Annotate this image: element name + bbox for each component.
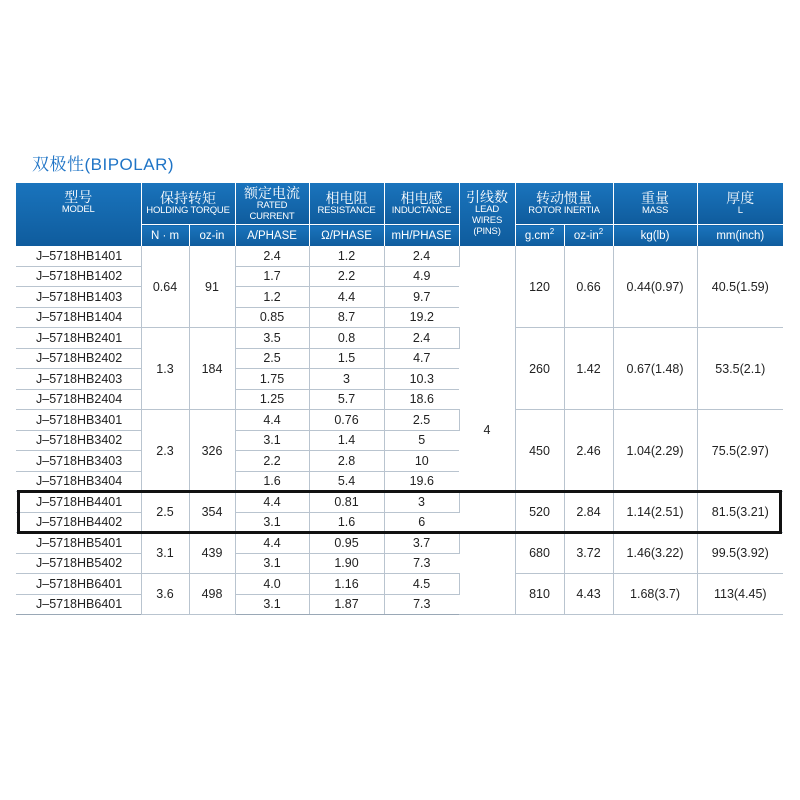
inertia-oz-cell: 4.43 bbox=[564, 574, 613, 615]
header-lead-wires: 引线数 LEAD WIRES (PINS) bbox=[459, 183, 515, 246]
model-cell: J–5718HB2402 bbox=[16, 348, 141, 369]
spec-table-body bbox=[16, 246, 783, 615]
table-row bbox=[16, 533, 783, 554]
resistance-cell: 1.4 bbox=[309, 430, 384, 451]
length-cell: 99.5(3.92) bbox=[697, 533, 783, 574]
length-cell: 81.5(3.21) bbox=[697, 492, 783, 533]
lead-wires-cell: 4 bbox=[459, 246, 515, 615]
resistance-cell: 0.8 bbox=[309, 328, 384, 349]
resistance-cell: 2.2 bbox=[309, 266, 384, 287]
resistance-cell: 2.8 bbox=[309, 451, 384, 472]
inertia-oz-cell: 0.66 bbox=[564, 246, 613, 328]
inductance-cell: 4.7 bbox=[384, 348, 459, 369]
torque-nm-cell: 0.64 bbox=[141, 246, 189, 328]
torque-ozin-cell: 184 bbox=[189, 328, 235, 410]
current-cell: 3.1 bbox=[235, 594, 309, 615]
inductance-cell: 2.4 bbox=[384, 328, 459, 349]
model-cell: J–5718HB2403 bbox=[16, 369, 141, 390]
inductance-cell: 10 bbox=[384, 451, 459, 472]
inertia-g-cell: 260 bbox=[515, 328, 564, 410]
unit-mass: kg(lb) bbox=[613, 225, 697, 247]
current-cell: 3.1 bbox=[235, 553, 309, 574]
current-cell: 3.1 bbox=[235, 512, 309, 533]
header-mass: 重量 MASS bbox=[613, 183, 697, 225]
current-cell: 4.0 bbox=[235, 574, 309, 595]
mass-cell: 0.67(1.48) bbox=[613, 328, 697, 410]
inductance-cell: 10.3 bbox=[384, 369, 459, 390]
inertia-oz-cell: 2.46 bbox=[564, 410, 613, 492]
header-inertia: 转动惯量 ROTOR INERTIA bbox=[515, 183, 613, 225]
model-cell: J–5718HB5401 bbox=[16, 533, 141, 554]
header-length: 厚度 L bbox=[697, 183, 783, 225]
header-model: 型号 MODEL bbox=[16, 183, 141, 246]
table-row bbox=[16, 410, 783, 431]
table-title: 双极性(BIPOLAR) bbox=[32, 155, 175, 174]
torque-nm-cell: 3.1 bbox=[141, 533, 189, 574]
model-cell: J–5718HB1403 bbox=[16, 287, 141, 308]
current-cell: 0.85 bbox=[235, 307, 309, 328]
length-cell: 53.5(2.1) bbox=[697, 328, 783, 410]
model-cell: J–5718HB1402 bbox=[16, 266, 141, 287]
inertia-oz-cell: 3.72 bbox=[564, 533, 613, 574]
resistance-cell: 1.5 bbox=[309, 348, 384, 369]
mass-cell: 1.14(2.51) bbox=[613, 492, 697, 533]
model-cell: J–5718HB5402 bbox=[16, 553, 141, 574]
current-cell: 3.5 bbox=[235, 328, 309, 349]
torque-ozin-cell: 498 bbox=[189, 574, 235, 615]
current-cell: 2.4 bbox=[235, 246, 309, 266]
torque-ozin-cell: 354 bbox=[189, 492, 235, 533]
header-resistance: 相电阻 RESISTANCE bbox=[309, 183, 384, 225]
model-cell: J–5718HB2404 bbox=[16, 389, 141, 410]
unit-current: A/PHASE bbox=[235, 225, 309, 247]
table-row bbox=[16, 492, 783, 513]
table-row bbox=[16, 574, 783, 595]
resistance-cell: 8.7 bbox=[309, 307, 384, 328]
resistance-cell: 0.81 bbox=[309, 492, 384, 513]
inductance-cell: 4.5 bbox=[384, 574, 459, 595]
unit-inductance: mH/PHASE bbox=[384, 225, 459, 247]
inductance-cell: 3.7 bbox=[384, 533, 459, 554]
model-cell: J–5718HB6401 bbox=[16, 574, 141, 595]
model-cell: J–5718HB2401 bbox=[16, 328, 141, 349]
current-cell: 4.4 bbox=[235, 492, 309, 513]
torque-ozin-cell: 326 bbox=[189, 410, 235, 492]
inertia-g-cell: 120 bbox=[515, 246, 564, 328]
unit-torque-ozin: oz-in bbox=[189, 225, 235, 247]
inertia-oz-cell: 1.42 bbox=[564, 328, 613, 410]
table-row bbox=[16, 246, 783, 266]
resistance-cell: 1.16 bbox=[309, 574, 384, 595]
inductance-cell: 19.6 bbox=[384, 471, 459, 492]
current-cell: 1.25 bbox=[235, 389, 309, 410]
resistance-cell: 0.95 bbox=[309, 533, 384, 554]
header-inductance: 相电感 INDUCTANCE bbox=[384, 183, 459, 225]
model-cell: J–5718HB4402 bbox=[16, 512, 141, 533]
torque-nm-cell: 2.5 bbox=[141, 492, 189, 533]
inductance-cell: 18.6 bbox=[384, 389, 459, 410]
mass-cell: 1.46(3.22) bbox=[613, 533, 697, 574]
unit-resistance: Ω/PHASE bbox=[309, 225, 384, 247]
inductance-cell: 6 bbox=[384, 512, 459, 533]
model-cell: J–5718HB1404 bbox=[16, 307, 141, 328]
resistance-cell: 1.6 bbox=[309, 512, 384, 533]
torque-nm-cell: 1.3 bbox=[141, 328, 189, 410]
model-cell: J–5718HB6401 bbox=[16, 594, 141, 615]
inductance-cell: 7.3 bbox=[384, 553, 459, 574]
resistance-cell: 5.7 bbox=[309, 389, 384, 410]
resistance-cell: 1.2 bbox=[309, 246, 384, 266]
torque-ozin-cell: 439 bbox=[189, 533, 235, 574]
unit-inertia-g: $g.cm^2$ bbox=[515, 225, 564, 247]
current-cell: 2.2 bbox=[235, 451, 309, 472]
model-cell: J–5718HB1401 bbox=[16, 246, 141, 266]
length-cell: 113(4.45) bbox=[697, 574, 783, 615]
current-cell: 4.4 bbox=[235, 410, 309, 431]
current-cell: 1.75 bbox=[235, 369, 309, 390]
current-cell: 2.5 bbox=[235, 348, 309, 369]
table-row bbox=[16, 328, 783, 349]
model-cell: J–5718HB3404 bbox=[16, 471, 141, 492]
resistance-cell: 5.4 bbox=[309, 471, 384, 492]
unit-torque-nm: N · m bbox=[141, 225, 189, 247]
inductance-cell: 19.2 bbox=[384, 307, 459, 328]
unit-inertia-oz: $oz-in^2$ bbox=[564, 225, 613, 247]
inertia-oz-cell: 2.84 bbox=[564, 492, 613, 533]
inductance-cell: 2.4 bbox=[384, 246, 459, 266]
mass-cell: 0.44(0.97) bbox=[613, 246, 697, 328]
inductance-cell: 7.3 bbox=[384, 594, 459, 615]
inertia-g-cell: 810 bbox=[515, 574, 564, 615]
model-cell: J–5718HB3401 bbox=[16, 410, 141, 431]
resistance-cell: 1.90 bbox=[309, 553, 384, 574]
model-cell: J–5718HB3403 bbox=[16, 451, 141, 472]
header-current: 额定电流 RATED CURRENT bbox=[235, 183, 309, 225]
inertia-g-cell: 680 bbox=[515, 533, 564, 574]
inertia-g-cell: 450 bbox=[515, 410, 564, 492]
torque-ozin-cell: 91 bbox=[189, 246, 235, 328]
torque-nm-cell: 3.6 bbox=[141, 574, 189, 615]
resistance-cell: 0.76 bbox=[309, 410, 384, 431]
mass-cell: 1.04(2.29) bbox=[613, 410, 697, 492]
torque-nm-cell: 2.3 bbox=[141, 410, 189, 492]
current-cell: 1.6 bbox=[235, 471, 309, 492]
current-cell: 3.1 bbox=[235, 430, 309, 451]
length-cell: 40.5(1.59) bbox=[697, 246, 783, 328]
resistance-cell: 1.87 bbox=[309, 594, 384, 615]
length-cell: 75.5(2.97) bbox=[697, 410, 783, 492]
inductance-cell: 9.7 bbox=[384, 287, 459, 308]
current-cell: 4.4 bbox=[235, 533, 309, 554]
inductance-cell: 2.5 bbox=[384, 410, 459, 431]
model-cell: J–5718HB4401 bbox=[16, 492, 141, 513]
unit-length: mm(inch) bbox=[697, 225, 783, 247]
inductance-cell: 4.9 bbox=[384, 266, 459, 287]
inductance-cell: 3 bbox=[384, 492, 459, 513]
header-torque: 保持转矩 HOLDING TORQUE bbox=[141, 183, 235, 225]
inertia-g-cell: 520 bbox=[515, 492, 564, 533]
resistance-cell: 3 bbox=[309, 369, 384, 390]
current-cell: 1.2 bbox=[235, 287, 309, 308]
resistance-cell: 4.4 bbox=[309, 287, 384, 308]
inductance-cell: 5 bbox=[384, 430, 459, 451]
spec-table bbox=[16, 183, 783, 615]
current-cell: 1.7 bbox=[235, 266, 309, 287]
model-cell: J–5718HB3402 bbox=[16, 430, 141, 451]
mass-cell: 1.68(3.7) bbox=[613, 574, 697, 615]
